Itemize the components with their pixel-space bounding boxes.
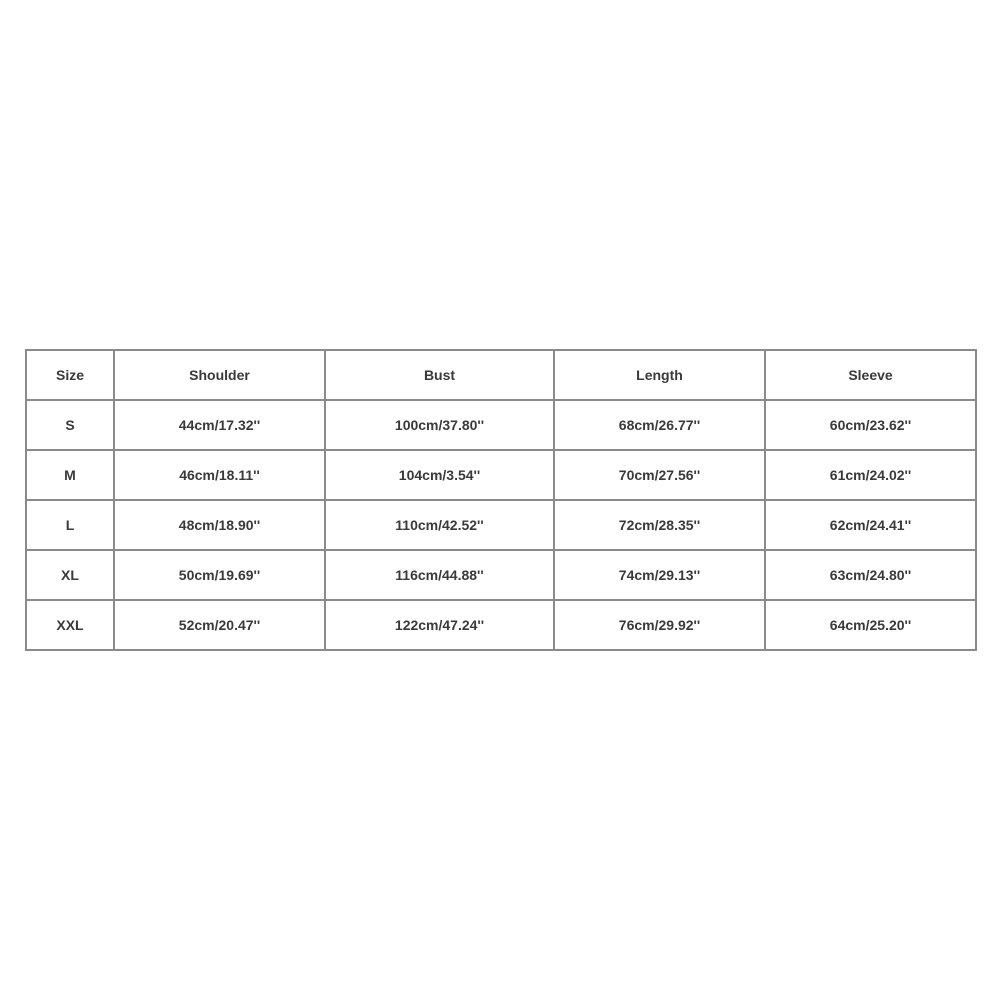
- length-cell: 74cm/29.13'': [554, 550, 765, 600]
- sleeve-cell: 62cm/24.41'': [765, 500, 976, 550]
- size-cell: XL: [26, 550, 114, 600]
- length-cell: 70cm/27.56'': [554, 450, 765, 500]
- table-row: [26, 500, 976, 550]
- length-cell: 76cm/29.92'': [554, 600, 765, 650]
- header-length: Length: [554, 350, 765, 400]
- shoulder-cell: 44cm/17.32'': [114, 400, 325, 450]
- bust-cell: 104cm/3.54'': [325, 450, 554, 500]
- bust-cell: 122cm/47.24'': [325, 600, 554, 650]
- bust-cell: 100cm/37.80'': [325, 400, 554, 450]
- shoulder-cell: 50cm/19.69'': [114, 550, 325, 600]
- size-chart-table: [25, 349, 977, 651]
- shoulder-cell: 52cm/20.47'': [114, 600, 325, 650]
- size-cell: S: [26, 400, 114, 450]
- table-row: [26, 450, 976, 500]
- table-row: [26, 400, 976, 450]
- length-cell: 68cm/26.77'': [554, 400, 765, 450]
- sleeve-cell: 64cm/25.20'': [765, 600, 976, 650]
- header-size: Size: [26, 350, 114, 400]
- sleeve-cell: 63cm/24.80'': [765, 550, 976, 600]
- header-shoulder: Shoulder: [114, 350, 325, 400]
- table-row: [26, 550, 976, 600]
- bust-cell: 116cm/44.88'': [325, 550, 554, 600]
- size-cell: L: [26, 500, 114, 550]
- size-cell: M: [26, 450, 114, 500]
- shoulder-cell: 46cm/18.11'': [114, 450, 325, 500]
- length-cell: 72cm/28.35'': [554, 500, 765, 550]
- sleeve-cell: 60cm/23.62'': [765, 400, 976, 450]
- shoulder-cell: 48cm/18.90'': [114, 500, 325, 550]
- header-row: [26, 350, 976, 400]
- header-bust: Bust: [325, 350, 554, 400]
- bust-cell: 110cm/42.52'': [325, 500, 554, 550]
- table-row: [26, 600, 976, 650]
- sleeve-cell: 61cm/24.02'': [765, 450, 976, 500]
- size-cell: XXL: [26, 600, 114, 650]
- header-sleeve: Sleeve: [765, 350, 976, 400]
